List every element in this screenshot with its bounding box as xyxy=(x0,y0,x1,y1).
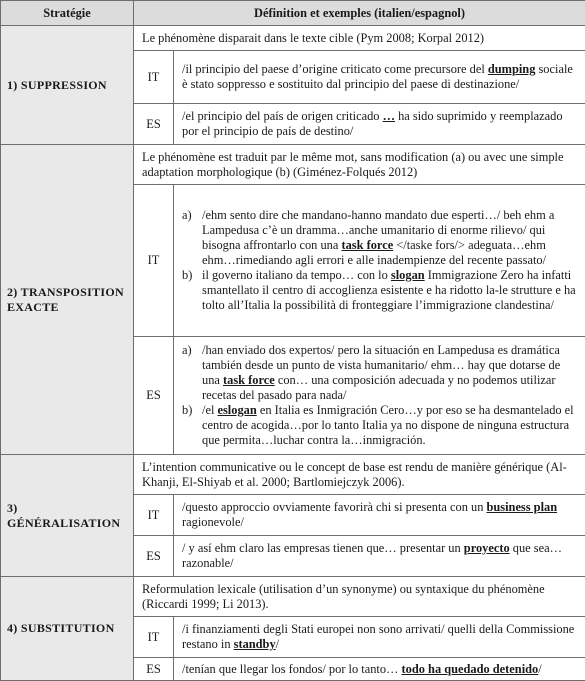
example-text-before: / y así ehm claro las empresas tienen que… presentar un xyxy=(182,541,464,555)
example-text-after: con… una composición adecuada y no podemos utilizar recetas del pasado para nada/ xyxy=(202,373,556,402)
language-code: ES xyxy=(134,658,174,681)
example-text-before: /il principio del paese d’origine criticato come precursore del xyxy=(182,62,488,76)
key-term: proyecto xyxy=(464,541,510,555)
strategy-name: 3) GÉNÉRALISATION xyxy=(1,455,134,577)
key-term: todo ha quedado detenido xyxy=(402,662,539,676)
example-text xyxy=(174,658,585,681)
item-label: b) xyxy=(182,268,202,313)
example-text xyxy=(174,495,585,536)
language-code: IT xyxy=(134,51,174,104)
example-text-before: /ehm sento dire che mandano-hanno mandato due esperti…/ beh ehm a Lampedusa c’è un dramma…anche umanitario di enorme rilievo/ qui bisogna affrontarlo con una xyxy=(202,208,554,252)
strategy-definition: Le phénomène est traduit par le même mot, sans modification (a) ou avec une simple adaptation morphologique (b) (Giménez-Folqués 2012) xyxy=(134,145,585,185)
strategy-definition: Reformulation lexicale (utilisation d’un synonyme) ou syntaxique du phénomène (Riccardi 1999; Li 2013). xyxy=(134,577,585,617)
list-item xyxy=(182,208,577,268)
item-label: a) xyxy=(182,208,202,268)
table-row xyxy=(1,26,585,51)
example-text-after: / xyxy=(538,662,541,676)
key-term: business plan xyxy=(487,500,558,514)
example-text-before: /i finanziamenti degli Stati europei non sono arrivati/ quelli della Commissione restano in xyxy=(182,622,574,651)
key-term: dumping xyxy=(488,62,536,76)
strategy-name: 2) TRANSPOSITION EXACTE xyxy=(1,145,134,455)
item-label: b) xyxy=(182,403,202,448)
example-text-before: /tenían que llegar los fondos/ por lo tanto… xyxy=(182,662,402,676)
example-text xyxy=(174,51,585,104)
language-code: ES xyxy=(134,337,174,455)
language-code: ES xyxy=(134,104,174,145)
example-text-before: il governo italiano da tempo… con lo xyxy=(202,268,391,282)
language-code: IT xyxy=(134,185,174,337)
example-text-after: que sea… razonable/ xyxy=(182,541,562,570)
key-term: task force xyxy=(223,373,275,387)
key-term: slogan xyxy=(391,268,425,282)
key-term: task force xyxy=(341,238,393,252)
example-text-after: sociale è stato soppresso e sostituito dal principio del paese di destinazione/ xyxy=(182,62,573,91)
example-list xyxy=(182,343,577,448)
example-text-after: / xyxy=(276,637,279,651)
table-header-row xyxy=(1,1,585,26)
example-text xyxy=(174,337,585,455)
strategy-definition: L’intention communicative ou le concept de base est rendu de manière générique (Al-Khanji, El-Shiyab et al. 2000; Bartlomiejczyk 2006). xyxy=(134,455,585,495)
list-item xyxy=(182,343,577,403)
strategy-name: 1) SUPPRESSION xyxy=(1,26,134,145)
table-row xyxy=(1,455,585,495)
key-term: eslogan xyxy=(217,403,256,417)
example-text-before: /questo approccio ovviamente favorirà chi si presenta con un xyxy=(182,500,487,514)
example-text-after: </taske fors/> adeguata…ehm ehm…rimediando agli errori e alle inadempienze del recente passato/ xyxy=(202,238,546,267)
strategy-definition: Le phénomène disparait dans le texte cible (Pym 2008; Korpal 2012) xyxy=(134,26,585,51)
strategy-name: 4) SUBSTITUTION xyxy=(1,577,134,681)
example-text-before: /el xyxy=(202,403,217,417)
example-text-after: en Italia es Inmigración Cero…y por eso se ha desmantelado el centro de acogida…por lo tanto Italia ya no dispone de ninguna estructura que permita…luchar contra la…inmigración. xyxy=(202,403,574,447)
example-list xyxy=(182,208,577,313)
item-label: a) xyxy=(182,343,202,403)
example-text-after: ha sido suprimido y reemplazado por el principio de país de destino/ xyxy=(182,109,563,138)
table-row xyxy=(1,145,585,185)
list-item xyxy=(182,403,577,448)
example-text-before: /el principio del país de origen criticado xyxy=(182,109,383,123)
example-text xyxy=(174,617,585,658)
example-text xyxy=(174,185,585,337)
example-text-after: ragionevole/ xyxy=(182,515,244,529)
example-text xyxy=(174,536,585,577)
language-code: IT xyxy=(134,495,174,536)
header-strategy: Stratégie xyxy=(1,1,134,26)
key-term: standby xyxy=(234,637,276,651)
table-row xyxy=(1,577,585,617)
example-text-after: Immigrazione Zero ha infatti smantellato il centro di accoglienza esistente e ha ridotto la-le strutture e ha tolto all’Italia la possibilità di fronteggiare l’immigrazione clandestina/ xyxy=(202,268,576,312)
header-definition: Définition et exemples (italien/espagnol) xyxy=(134,1,585,26)
language-code: ES xyxy=(134,536,174,577)
language-code: IT xyxy=(134,617,174,658)
example-text-before: /han enviado dos expertos/ pero la situación en Lampedusa es dramática también desde un punto de vista humanitario/ ehm… hay que dotarse de una xyxy=(202,343,560,387)
list-item xyxy=(182,268,577,313)
example-text xyxy=(174,104,585,145)
key-term: … xyxy=(383,109,395,123)
